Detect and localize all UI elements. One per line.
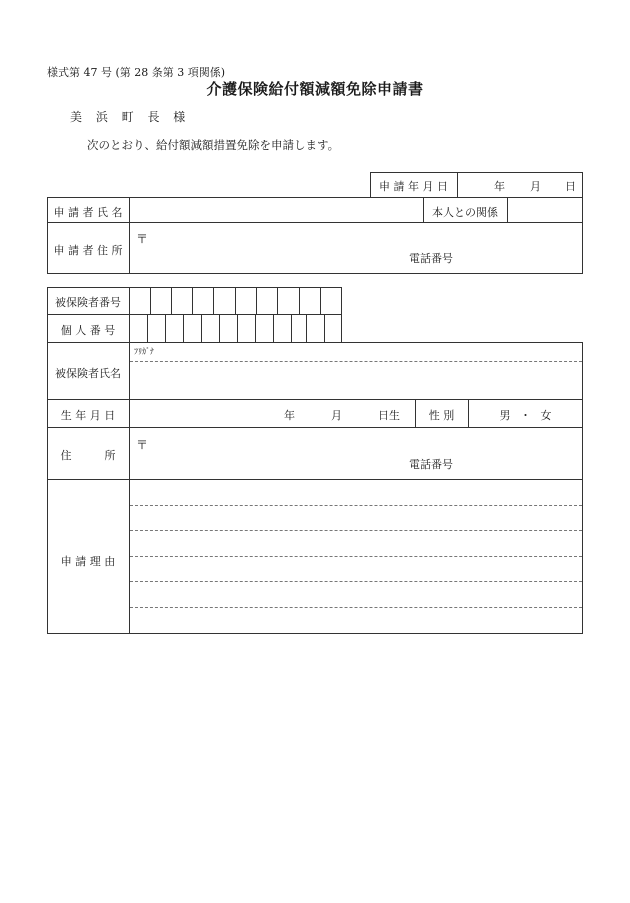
application-date-label: 申 請 年 月 日 [379, 180, 448, 193]
application-day-label: 日 [565, 180, 576, 193]
relation-field[interactable] [509, 199, 581, 220]
personal-number-field[interactable] [130, 315, 341, 342]
insured-number-field[interactable] [130, 288, 341, 314]
applicant-address-field[interactable] [131, 224, 581, 272]
applicant-name-field[interactable] [131, 199, 421, 220]
insured-name-field[interactable] [131, 362, 581, 398]
furigana-label: ﾌﾘｶﾞﾅ [134, 347, 154, 356]
applicant-address-label: 申 請 者 住 所 [53, 244, 123, 257]
insured-name-label: 被保険者氏名 [55, 367, 121, 380]
insured-address-field[interactable] [131, 429, 581, 478]
sex-options[interactable]: 男 ・ 女 [499, 409, 552, 422]
birth-year-label: 年 [284, 409, 295, 422]
applicant-name-label: 申 請 者 氏 名 [53, 206, 123, 219]
application-year-label: 年 [494, 180, 505, 193]
application-month-label: 月 [530, 180, 541, 193]
birth-month-label: 月 [331, 409, 342, 422]
personal-number-label: 個 人 番 号 [60, 324, 116, 337]
insured-postal-mark: 〒 [136, 438, 149, 452]
addressee: 美 浜 町 長 様 [70, 110, 186, 124]
birth-day-label: 日生 [378, 409, 400, 422]
form-number: 様式第 47 号 (第 28 条第 3 項関係) [47, 66, 226, 79]
insured-number-label: 被保険者番号 [55, 296, 121, 309]
birth-date-field[interactable] [131, 401, 414, 426]
insured-phone-label: 電話番号 [409, 458, 453, 471]
sex-label: 性 別 [428, 409, 455, 422]
insured-address-label: 住 所 [60, 449, 116, 462]
relation-label: 本人との関係 [432, 206, 498, 219]
applicant-postal-mark: 〒 [136, 232, 149, 246]
form-title: 介護保険給付額減額免除申請書 [206, 80, 424, 98]
applicant-phone-label: 電話番号 [409, 252, 453, 265]
reason-label: 申 請 理 由 [60, 555, 116, 568]
intro-text: 次のとおり、給付額減額措置免除を申請します。 [87, 138, 340, 152]
reason-field[interactable] [131, 481, 581, 632]
birth-date-label: 生 年 月 日 [60, 409, 116, 422]
